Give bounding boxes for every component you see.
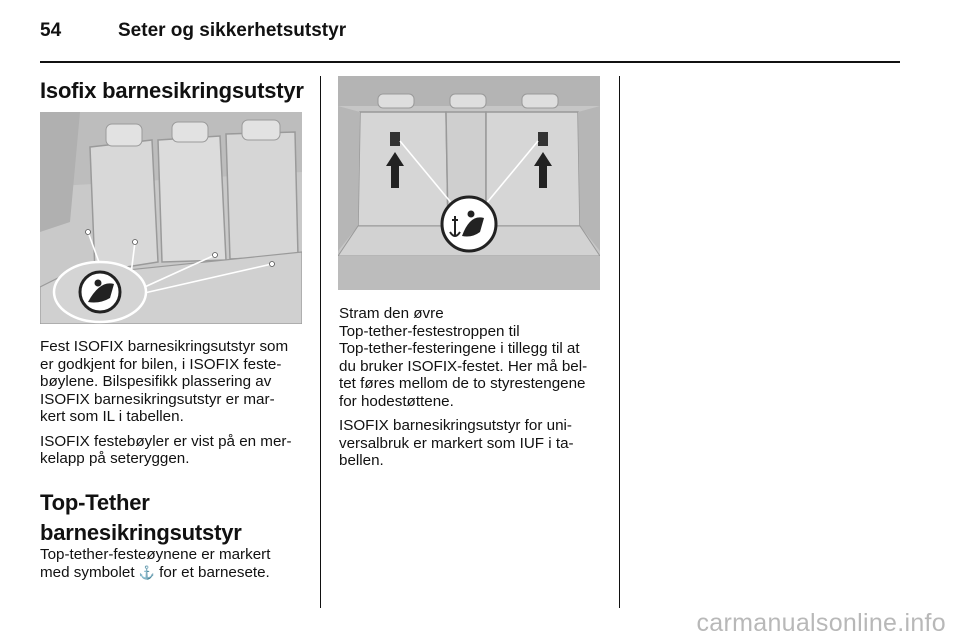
cargo-area-illustration xyxy=(338,76,600,290)
top-tether-figure xyxy=(338,76,600,290)
watermark: carmanualsonline.info xyxy=(696,609,946,637)
chapter-title: Seter og sikkerhetsutstyr xyxy=(118,20,347,41)
paragraph: Stram den øvre Top-tether-festestroppen til Top-tether-festeringene i tillegg til at du bruker ISOFIX-festet. Her må bel- tet føres mellom de to styrestengene for hodestøttene. xyxy=(339,305,588,410)
rear-seat-isofix-figure xyxy=(40,112,302,324)
top-tether-anchor-icon xyxy=(442,197,496,251)
column-divider xyxy=(619,76,620,608)
paragraph: Fest ISOFIX barnesikringsutstyr som er godkjent for bilen, i ISOFIX feste- bøylene. Bilspesifikk plassering av ISOFIX barnesikringsutstyr er mar- kert som IL i tabellen. xyxy=(40,338,289,425)
isofix-instructions xyxy=(40,338,306,475)
paragraph: ISOFIX festebøyler er vist på en mer- kelapp på seteryggen. xyxy=(40,432,292,467)
top-tether-intro xyxy=(40,546,306,588)
page-header xyxy=(40,20,900,46)
top-tether-symbol-icon: ⚓ xyxy=(138,564,155,580)
top-tether-instructions xyxy=(339,305,607,477)
section-heading-top-tether: Top-Tether barnesikringsutstyr xyxy=(40,490,242,545)
section-heading-isofix: Isofix barnesikringsutstyr xyxy=(40,78,304,103)
isofix-child-seat-icon xyxy=(80,272,120,312)
paragraph: ISOFIX barnesikringsutstyr for uni- versalbruk er markert som IUF i ta- bellen. xyxy=(339,417,574,469)
header-rule xyxy=(40,61,900,63)
page-number: 54 xyxy=(40,20,62,41)
rear-seat-illustration xyxy=(40,112,302,324)
paragraph-text: Top-tether-festeøynene er markert med symbolet xyxy=(40,546,271,581)
paragraph xyxy=(40,546,306,581)
paragraph-text: for et barnesete. xyxy=(154,563,270,581)
column-divider xyxy=(320,76,321,608)
